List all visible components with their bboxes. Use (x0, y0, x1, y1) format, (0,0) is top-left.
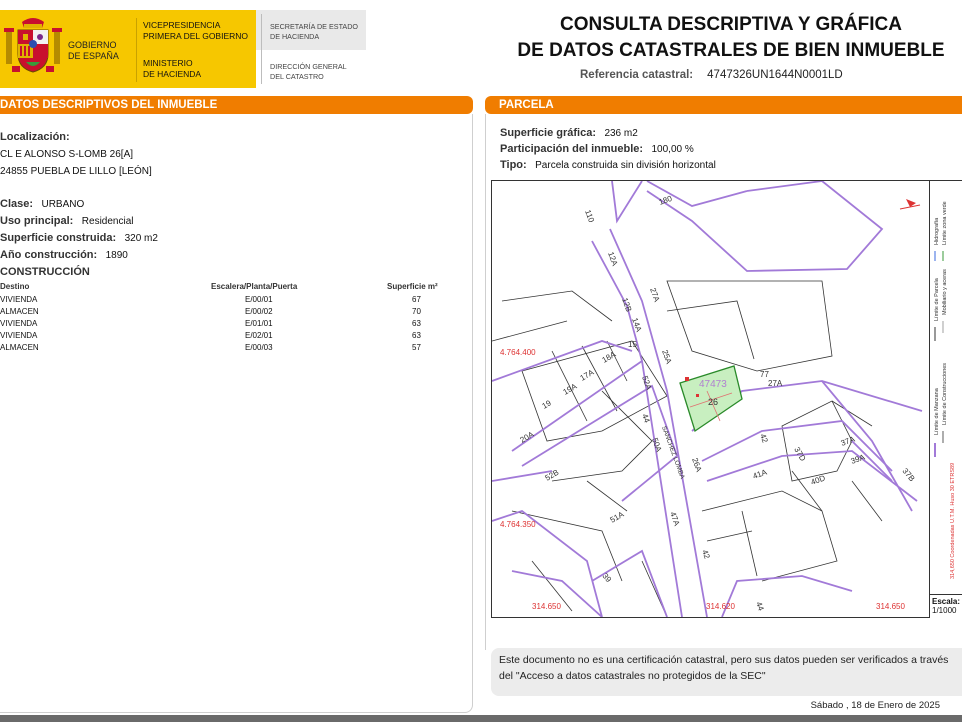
map-label: 77 (760, 370, 769, 379)
legend-item: Mobiliario y aceras (942, 269, 948, 315)
table-header-superficie: Superficie m² (387, 282, 438, 291)
vice-line2: PRIMERA DEL GOBIERNO (143, 31, 249, 41)
map-label: 20A (518, 429, 536, 445)
table-cell-superficie: 70 (412, 307, 421, 316)
clase-label: Clase: (0, 198, 34, 210)
map-label: 25A (660, 348, 674, 366)
sup-graf-label: Superficie gráfica: (500, 127, 596, 139)
localizacion-label: Localización: (0, 131, 70, 143)
superficie-value: 320 m2 (124, 233, 158, 244)
superficie-label: Superficie construida: (0, 232, 117, 244)
ministerio-label (143, 58, 201, 80)
map-label: 14A (630, 316, 644, 334)
map-label: 180 (657, 193, 674, 207)
map-label: 42 (700, 548, 712, 561)
sup-graf-value: 236 m2 (604, 128, 638, 139)
clase-row (0, 194, 84, 212)
document-date: Sábado , 18 de Enero de 2025 (810, 700, 940, 711)
parcel-ref-label: 47473 (699, 379, 727, 390)
table-cell-destino: ALMACEN (0, 343, 39, 352)
map-label: 12A (606, 250, 620, 268)
map-svg (492, 181, 929, 617)
section-bar-datos (0, 96, 473, 114)
table-header-escalera: Escalera/Planta/Puerta (211, 282, 298, 291)
clase-value: URBANO (41, 199, 85, 210)
coord-x2: 314.620 (706, 602, 735, 611)
map-label: 37D (792, 445, 808, 463)
map-label: 39A (849, 452, 867, 466)
uso-value: Residencial (81, 216, 134, 227)
construccion-table (0, 282, 470, 357)
map-label: 27A (768, 379, 783, 388)
table-cell-escalera: E/00/01 (245, 295, 273, 304)
legend-coords-note: 314,650 Coordenadas U.T.M. Huso 30 ETRS89 (950, 462, 956, 579)
parcel-number-label: 26 (708, 397, 719, 407)
scale-value: 1/1000 (932, 606, 957, 615)
table-cell-superficie: 63 (412, 331, 421, 340)
map-label: 42 (758, 432, 770, 445)
map-label: 51A (608, 509, 626, 525)
coat-of-arms-icon (4, 14, 62, 80)
coord-x1: 314.650 (532, 602, 561, 611)
localizacion-line1: CL E ALONSO S-LOMB 26[A] (0, 149, 134, 160)
table-row (0, 305, 470, 318)
map-label: 19A (561, 381, 579, 397)
page-title (500, 12, 962, 64)
parcel-marker-icon (685, 377, 689, 381)
legend-item: Límite de Parcela (934, 278, 940, 321)
header-divider (136, 18, 137, 82)
referencia-catastral (580, 69, 843, 81)
coord-x3: 314.650 (876, 602, 905, 611)
table-cell-destino: VIVIENDA (0, 319, 38, 328)
map-label: 52B (543, 467, 561, 483)
map-label: 44 (754, 600, 766, 613)
vicepresidencia-label (143, 20, 248, 42)
tipo-label: Tipo: (500, 159, 527, 171)
construccion-title: CONSTRUCCIÓN (0, 266, 90, 278)
notice-text: Este documento no es una certificación catastral, pero sus datos pueden ser verificados a través del "Acceso a datos catastrales no protegidos de la SEC" (499, 654, 949, 682)
table-header-destino: Destino (0, 282, 30, 291)
table-cell-destino: VIVIENDA (0, 331, 38, 340)
map-label: 19 (540, 398, 553, 411)
table-cell-escalera: E/00/03 (245, 343, 273, 352)
table-cell-superficie: 63 (412, 319, 421, 328)
legend-svg (930, 181, 962, 595)
legend-item: Hidrografía (934, 217, 940, 245)
anio-value: 1890 (105, 250, 128, 261)
section-title-datos: DATOS DESCRIPTIVOS DEL INMUEBLE (0, 99, 218, 111)
legend-item: Límite de Manzana (934, 388, 940, 435)
table-cell-superficie: 57 (412, 343, 421, 352)
part-value: 100,00 % (651, 144, 694, 155)
map-label: 110 (583, 208, 596, 224)
sec-line2: DE HACIENDA (270, 32, 320, 41)
dir-line2: DEL CATASTRO (270, 72, 324, 81)
table-header (0, 282, 470, 293)
ref-value: 4747326UN1644N0001LD (707, 69, 843, 81)
min-line1: MINISTERIO (143, 58, 193, 68)
vice-line1: VICEPRESIDENCIA (143, 20, 221, 30)
map-label: 41A (751, 467, 769, 481)
gov-line1: GOBIERNO (68, 40, 117, 50)
map-legend (929, 180, 962, 595)
sec-line1: SECRETARÍA DE ESTADO (270, 22, 358, 31)
table-row (0, 331, 470, 344)
coord-y1: 4.764.400 (500, 348, 536, 357)
anio-row (0, 245, 128, 263)
table-cell-escalera: E/02/01 (245, 331, 273, 340)
map-label: 37A (839, 434, 857, 448)
cadastral-map[interactable] (491, 180, 930, 618)
superficie-row (0, 228, 158, 246)
map-label: 40D (809, 473, 827, 487)
coord-y2: 4.764.350 (500, 520, 536, 529)
section-title-parcela: PARCELA (499, 99, 554, 111)
map-label: 26A (690, 456, 704, 474)
legend-item: Límite de Construcciones (942, 362, 948, 425)
street-label: SANCHEZ LOMBA (660, 425, 686, 480)
section-bar-parcela (485, 96, 962, 114)
part-label: Participación del inmueble: (500, 143, 644, 155)
scale-box (929, 594, 962, 617)
direccion-label (270, 62, 347, 82)
scale-label: Escala: (932, 597, 961, 606)
header-divider-2 (261, 14, 262, 84)
map-label: 44 (640, 412, 652, 425)
tipo-row (500, 155, 716, 173)
localizacion-line2: 24855 PUEBLA DE LILLO [LEÓN] (0, 166, 152, 177)
title-line1: CONSULTA DESCRIPTIVA Y GRÁFICA (559, 14, 903, 35)
map-label: 39 (600, 571, 614, 585)
table-row (0, 293, 470, 305)
map-label: 15 (628, 340, 637, 349)
min-line2: DE HACIENDA (143, 69, 202, 79)
table-cell-escalera: E/00/02 (245, 307, 273, 316)
map-label: 18A (600, 349, 618, 365)
gov-line2: DE ESPAÑA (68, 51, 119, 61)
map-label: 50A (650, 436, 664, 454)
table-cell-destino: VIVIENDA (0, 295, 38, 304)
bottom-rule (0, 715, 962, 722)
table-cell-destino: ALMACEN (0, 307, 39, 316)
map-label: 12B (620, 296, 634, 314)
anio-label: Año construcción: (0, 249, 98, 261)
uso-row (0, 211, 134, 229)
map-label: 52A (640, 374, 654, 392)
legend-item: Límite zona verde (942, 201, 948, 245)
title-line2: DE DATOS CATASTRALES DE BIEN INMUEBLE (517, 40, 945, 61)
table-cell-superficie: 67 (412, 295, 421, 304)
notice-box (491, 648, 962, 696)
gov-label (68, 40, 119, 62)
map-label: 17A (578, 367, 596, 383)
dir-line1: DIRECCIÓN GENERAL (270, 62, 347, 71)
uso-label: Uso principal: (0, 215, 74, 227)
table-row (0, 344, 470, 357)
map-label: 47A (668, 510, 682, 528)
secretaria-label (270, 22, 358, 42)
map-label: 37B (900, 466, 917, 484)
table-cell-escalera: E/01/01 (245, 319, 273, 328)
table-row (0, 318, 470, 331)
map-label: 27A (648, 286, 662, 304)
ref-label: Referencia catastral: (580, 69, 694, 81)
tipo-value: Parcela construida sin división horizontal (535, 160, 716, 171)
